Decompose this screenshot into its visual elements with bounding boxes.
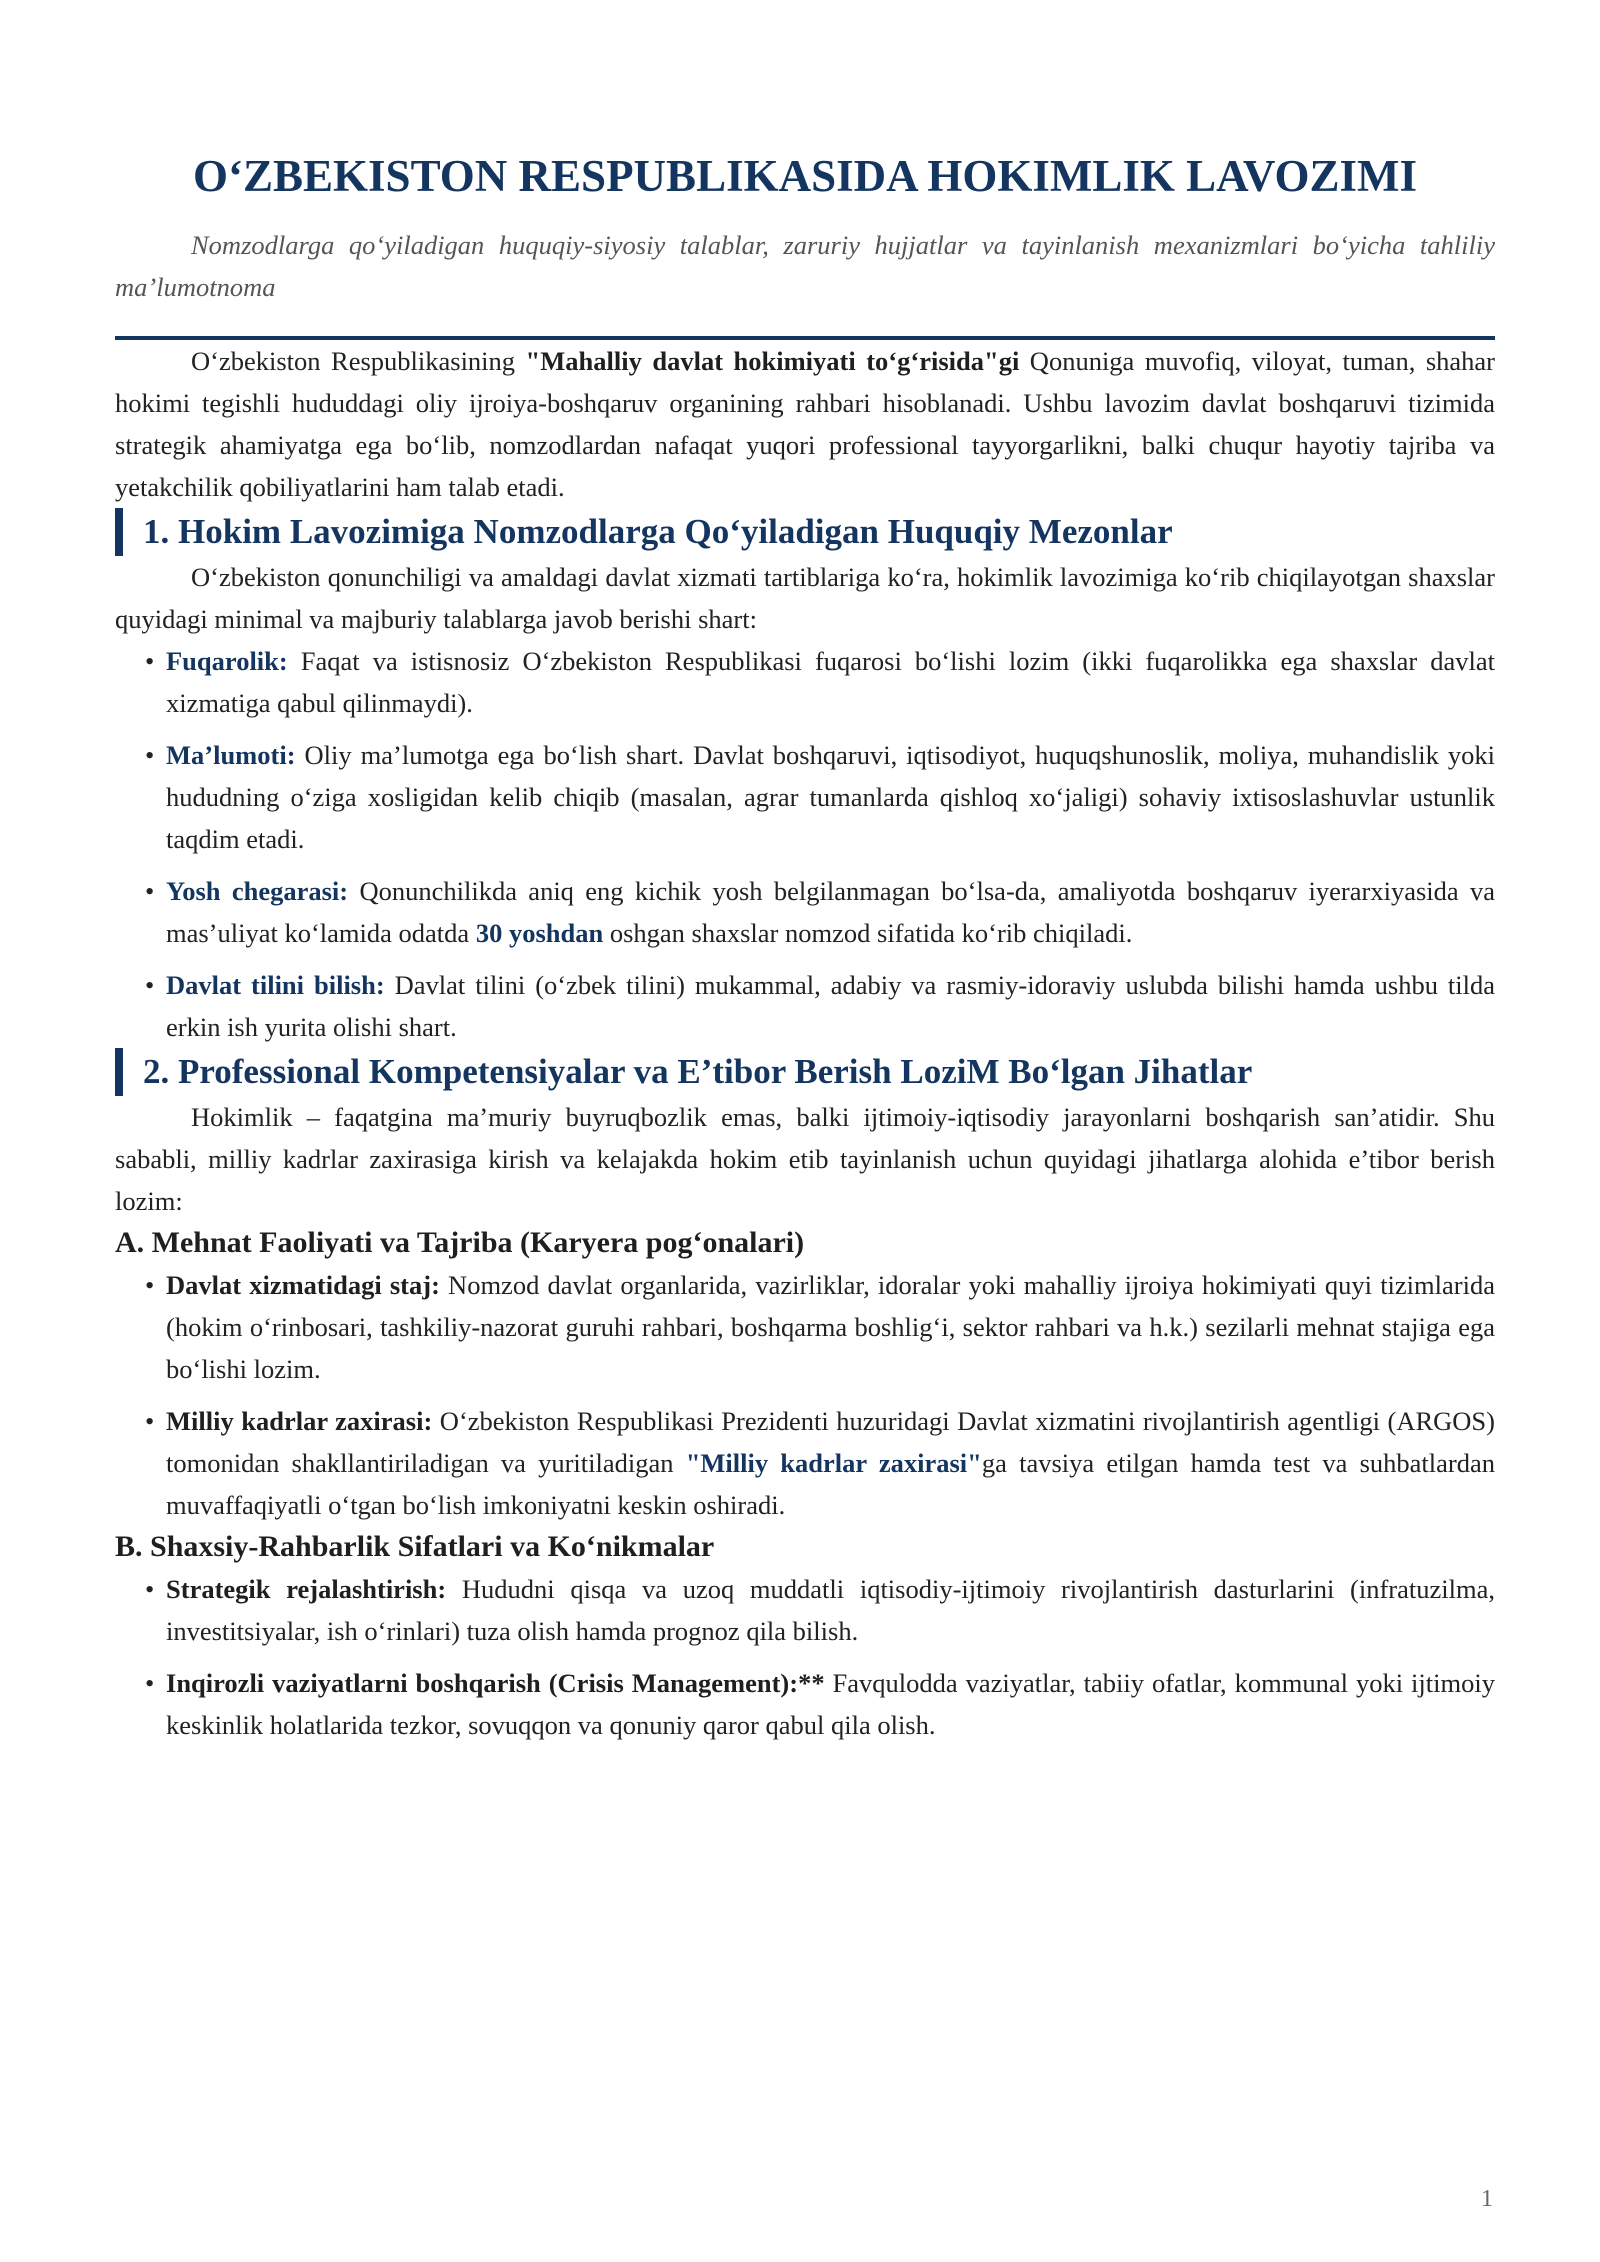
bullet: •	[145, 876, 155, 906]
item-text: Qonunchilikda aniq eng kichik yosh belgilanmagan bo‘lsa-da, amaliyotda boshqaruv iyerarxiyasida va mas’uliyat ko‘lamida odatda	[166, 876, 1496, 948]
list-item-personnel-reserve	[115, 1400, 1495, 1526]
intro-paragraph	[115, 340, 1495, 508]
item-label: Ma’lumoti:	[166, 740, 296, 770]
reserve-highlight: "Milliy kadrlar zaxirasi"	[685, 1448, 982, 1478]
document-subtitle: Nomzodlarga qo‘yiladigan huquqiy-siyosiy talablar, zaruriy hujjatlar va tayinlanish mexanizmlari bo‘yicha tahliliy ma’lumotnoma	[115, 230, 1495, 302]
bullet: •	[145, 740, 155, 770]
document-body	[115, 150, 1495, 1746]
item-label: Milliy kadrlar zaxirasi:	[166, 1406, 433, 1436]
list-item-age-limit	[115, 870, 1495, 954]
law-name: "Mahalliy davlat hokimiyati to‘g‘risida"gi	[525, 346, 1020, 376]
list-item-education	[115, 734, 1495, 860]
item-label: Davlat xizmatidagi staj:	[166, 1270, 440, 1300]
item-text-end: oshgan shaxslar nomzod sifatida ko‘rib chiqiladi.	[603, 918, 1133, 948]
section-1-paragraph: O‘zbekiston qonunchiligi va amaldagi davlat xizmati tartiblariga ko‘ra, hokimlik lavozimiga ko‘rib chiqilayotgan shaxslar quyidagi minimal va majburiy talablarga javob berishi shart:	[115, 562, 1495, 634]
list-item-crisis-management	[115, 1662, 1495, 1746]
section-1-heading: 1. Hokim Lavozimiga Nomzodlarga Qo‘yiladigan Huquqiy Mezonlar	[115, 508, 1495, 556]
list-item-strategic-planning	[115, 1568, 1495, 1652]
item-text: Faqat va istisnosiz O‘zbekiston Respublikasi fuqarosi bo‘lishi lozim (ikki fuqarolikka ega shaxslar davlat xizmatiga qabul qilinmaydi).	[166, 646, 1495, 718]
bullet: •	[145, 646, 155, 676]
list-item-citizenship	[115, 640, 1495, 724]
bullet: •	[145, 970, 155, 1000]
item-text: Hududni qisqa va uzoq muddatli iqtisodiy-ijtimoiy rivojlantirish dasturlarini (infratuzilma, investitsiyalar, ish o‘rinlari) tuza olish hamda prognoz qila bilish.	[166, 1574, 1495, 1646]
intro-text-start: O‘zbekiston Respublikasining	[191, 346, 526, 376]
item-text: Davlat tilini (o‘zbek tilini) mukammal, adabiy va rasmiy-idoraviy uslubda bilishi hamda ushbu tilda erkin ish yurita olishi shart.	[166, 970, 1495, 1042]
legal-criteria-list	[115, 640, 1495, 1048]
item-label: Davlat tilini bilish:	[166, 970, 385, 1000]
subsection-b-heading: B. Shaxsiy-Rahbarlik Sifatlari va Ko‘nikmalar	[115, 1530, 715, 1563]
item-label: Yosh chegarasi:	[166, 876, 349, 906]
bullet: •	[145, 1406, 155, 1436]
bullet: •	[145, 1270, 155, 1300]
list-item-service-record	[115, 1264, 1495, 1390]
page-number: 1	[1481, 2186, 1493, 2212]
bullet: •	[145, 1574, 155, 1604]
item-text: Oliy ma’lumotga ega bo‘lish shart. Davlat boshqaruvi, iqtisodiyot, huquqshunoslik, moliya, muhandislik yoki hududning o‘ziga xosligidan kelib chiqib (masalan, agrar tumanlarda qishloq xo‘jaligi) sohaviy ixtisoslashuvlar ustunlik taqdim etadi.	[166, 740, 1495, 854]
section-2-paragraph: Hokimlik – faqatgina ma’muriy buyruqbozlik emas, balki ijtimoiy-iqtisodiy jarayonlarni boshqarish san’atidir. Shu sababli, milliy kadrlar zaxirasiga kirish va kelajakda hokim etib tayinlanish uchun quyidagi jihatlarga alohida e’tibor berish lozim:	[115, 1102, 1495, 1216]
bullet: •	[145, 1668, 155, 1698]
item-text: O‘zbekiston Respublikasi Prezidenti huzuridagi Davlat xizmatini rivojlantirish agentligi (ARGOS) tomonidan shakllantiriladigan va yuritiladigan	[166, 1406, 1495, 1478]
intro-text-end: Qonuniga muvofiq, viloyat, tuman, shahar hokimi tegishli hududdagi oliy ijroiya-boshqaruv organining rahbari hisoblanadi. Ushbu lavozim davlat boshqaruvi tizimida strategik ahamiyatga ega bo‘lib, nomzodlardan nafaqat yuqori professional tayyorgarlikni, balki chuqur hayotiy tajriba va yetakchilik qobiliyatlarini ham talab etadi.	[115, 346, 1495, 502]
item-text-end: ga tavsiya etilgan hamda test va suhbatlardan muvaffaqiyatli o‘tgan bo‘lish imkoniyatni keskin oshiradi.	[166, 1448, 1495, 1520]
item-label: Strategik rejalashtirish:	[166, 1574, 447, 1604]
list-item-state-language	[115, 964, 1495, 1048]
item-label: Fuqarolik:	[166, 646, 288, 676]
item-label: Inqirozli vaziyatlarni boshqarish (Crisis Management):**	[166, 1668, 825, 1698]
experience-list	[115, 1264, 1495, 1526]
item-text: Nomzod davlat organlarida, vazirliklar, idoralar yoki mahalliy ijroiya hokimiyati quyi tizimlarida (hokim o‘rinbosari, tashkiliy-nazorat guruhi rahbari, boshqarma boshlig‘i, sektor rahbari va h.k.) sezilarli mehnat stajiga ega bo‘lishi lozim.	[166, 1270, 1495, 1384]
age-highlight: 30 yoshdan	[475, 918, 604, 948]
item-text: Favqulodda vaziyatlar, tabiiy ofatlar, kommunal yoki ijtimoiy keskinlik holatlarida tezkor, sovuqqon va qonuniy qaror qabul qila olish.	[166, 1668, 1495, 1740]
section-2-heading: 2. Professional Kompetensiyalar va E’tibor Berish LoziM Bo‘lgan Jihatlar	[115, 1048, 1495, 1096]
leadership-skills-list	[115, 1568, 1495, 1746]
subsection-a-heading: A. Mehnat Faoliyati va Tajriba (Karyera pog‘onalari)	[115, 1226, 805, 1259]
document-title: O‘ZBEKISTON RESPUBLIKASIDA HOKIMLIK LAVOZIMI	[193, 151, 1417, 201]
